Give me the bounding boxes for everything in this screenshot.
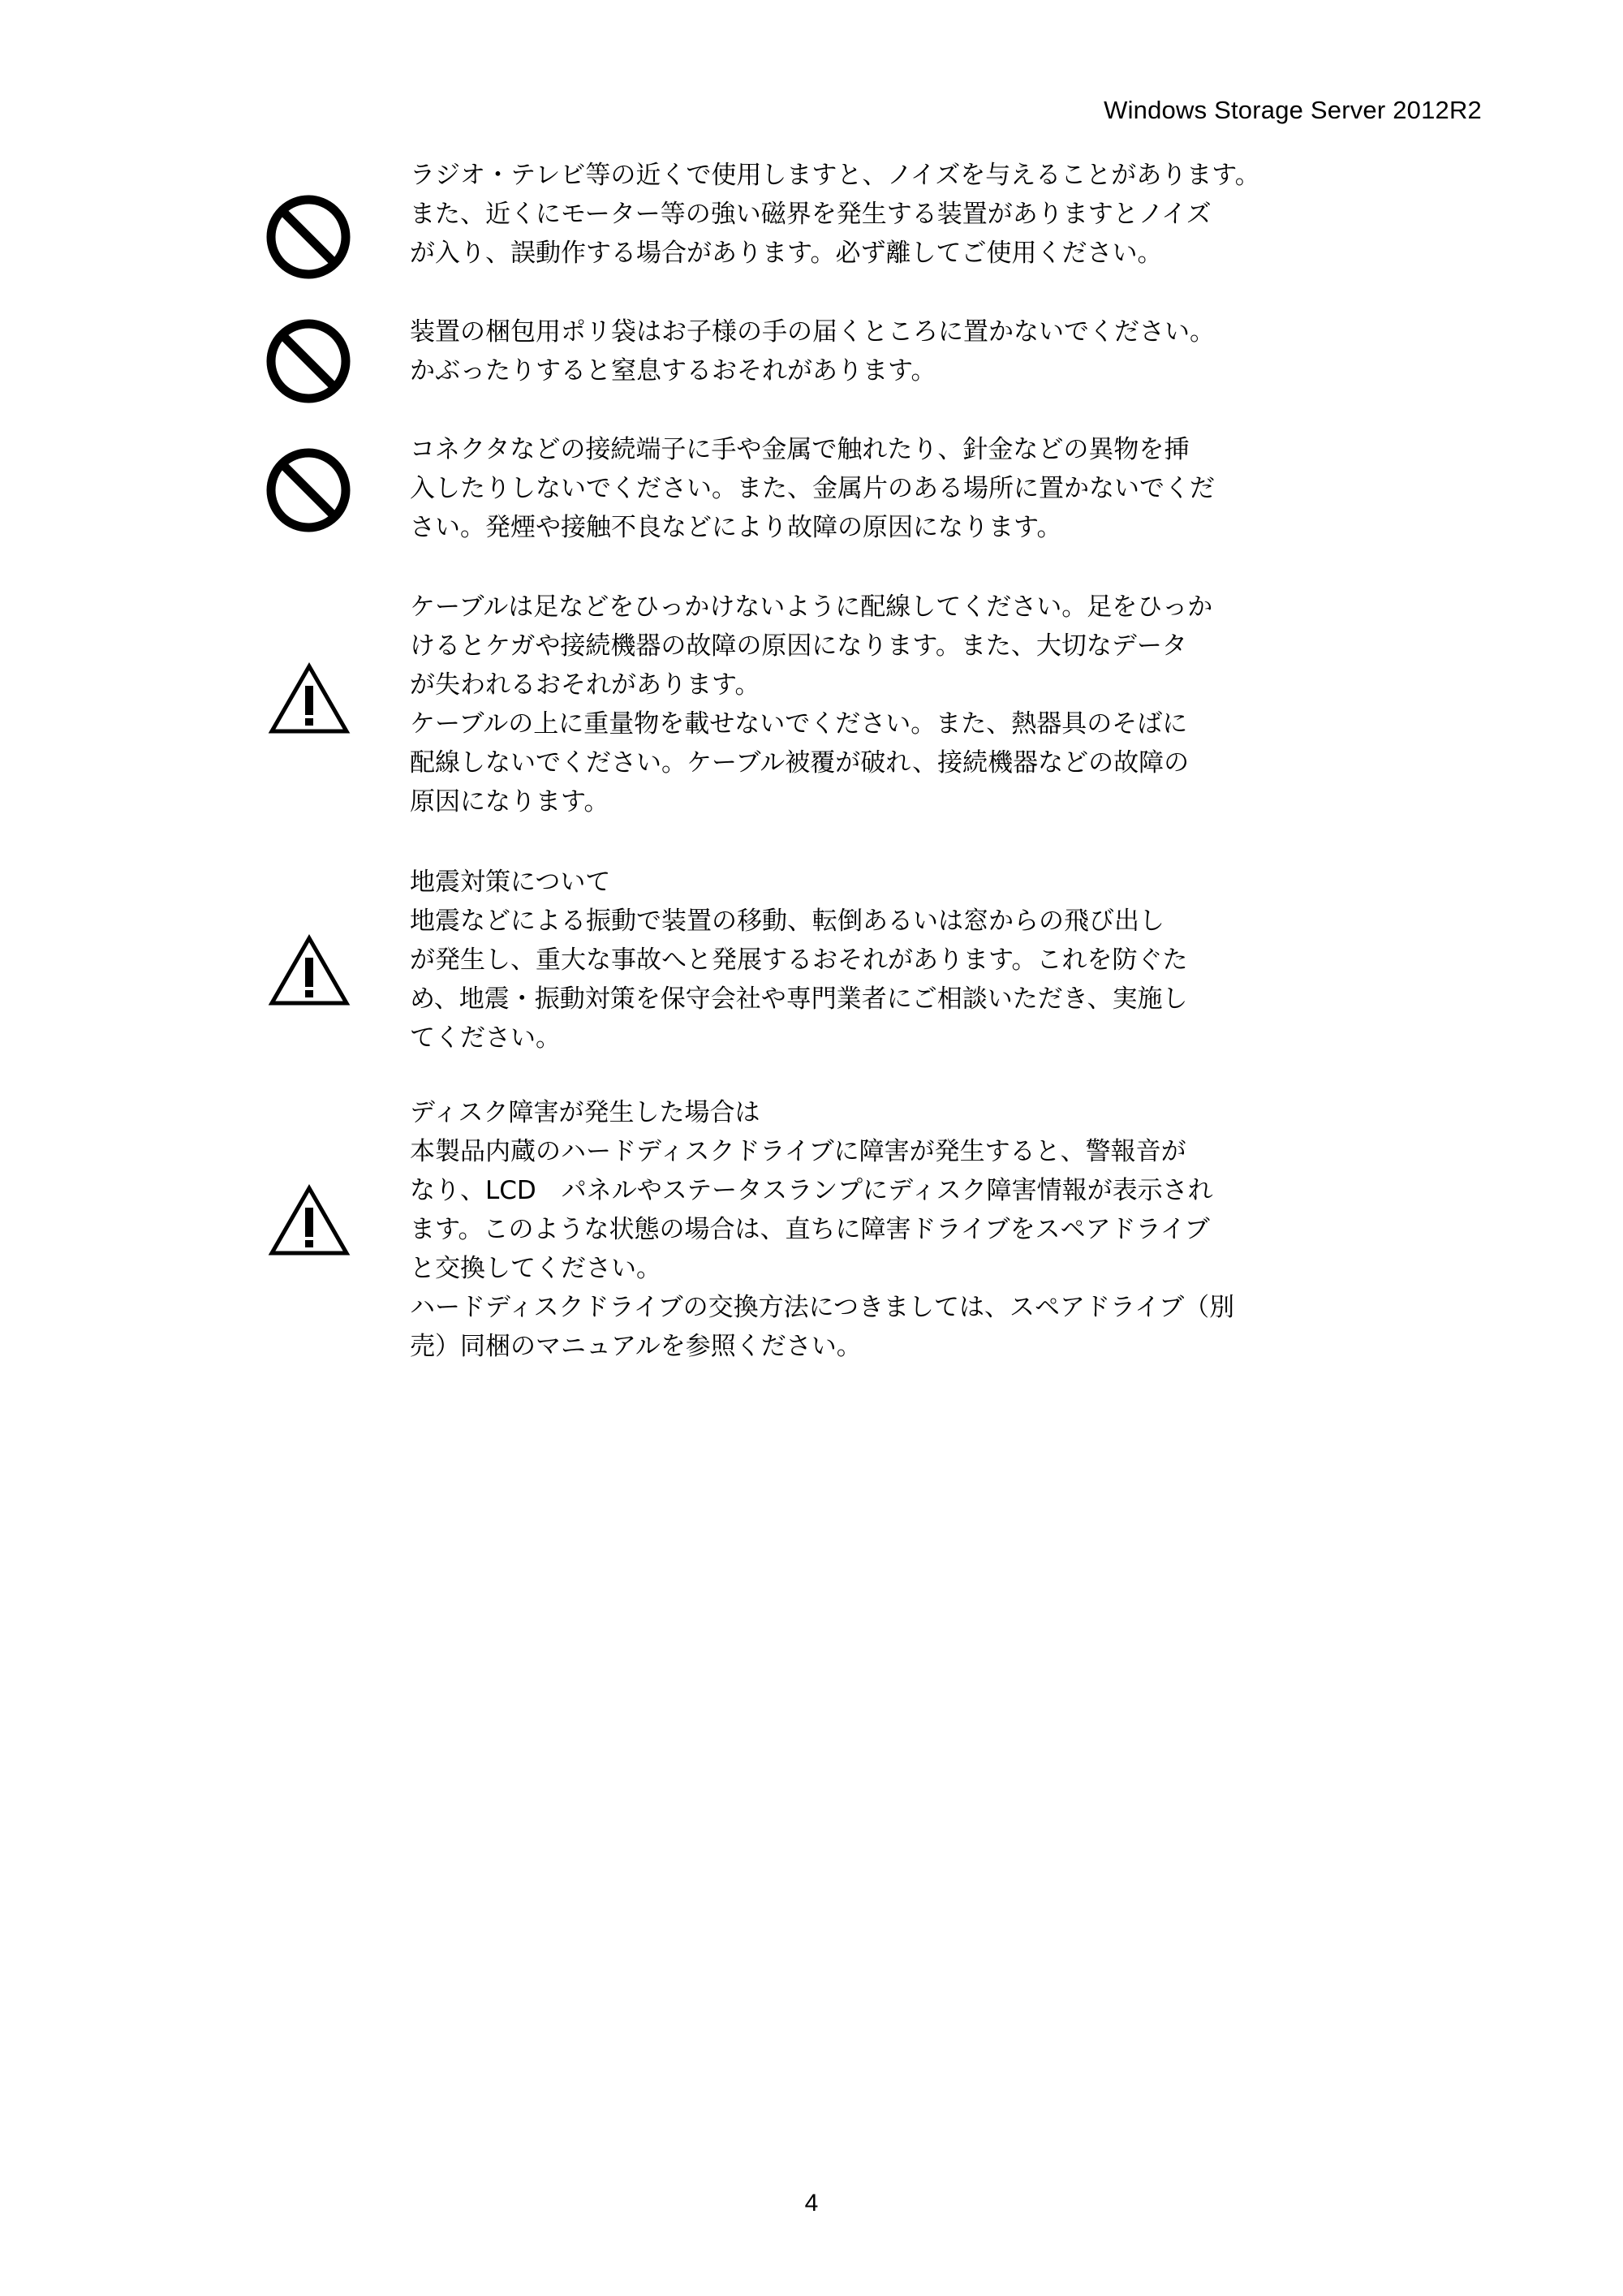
notice-line: コネクタなどの接続端子に手や金属で触れたり、針金などの異物を挿 [410, 435, 1190, 464]
prohibition-icon [265, 317, 352, 405]
notice-line: てください。 [410, 1023, 561, 1053]
prohibition-icon [265, 193, 352, 281]
notice-block-disk-failure [410, 1093, 1270, 1366]
notice-line: ケーブルの上に重量物を載せないでください。また、熱器具のそばに [410, 709, 1188, 739]
notice-block-cable-routing [410, 588, 1270, 821]
page-number: 4 [804, 2190, 819, 2216]
notice-block-earthquake [410, 863, 1270, 1058]
notice-line: め、地震・振動対策を保守会社や専門業者にご相談いただき、実施し [410, 984, 1188, 1014]
notice-line: 売）同梱のマニュアルを参照ください。 [410, 1332, 862, 1361]
notice-line: けるとケガや接続機器の故障の原因になります。また、大切なデータ [410, 631, 1187, 661]
notice-line: また、近くにモーター等の強い磁界を発生する装置がありますとノイズ [410, 200, 1212, 229]
notice-line: ラジオ・テレビ等の近くで使用しますと、ノイズを与えることがあります。 [410, 161, 1260, 190]
warning-triangle-icon [268, 1183, 351, 1258]
notice-heading: ディスク障害が発生した場合は [410, 1098, 760, 1127]
prohibition-icon [265, 446, 352, 534]
notice-line: 本製品内蔵のハードディスクドライブに障害が発生すると、警報音が [410, 1137, 1186, 1166]
notice-line: ハードディスクドライブの交換方法につきましては、スペアドライブ（別 [410, 1293, 1235, 1322]
document-header-title: Windows Storage Server 2012R2 [1104, 96, 1482, 124]
notice-line: 配線しないでください。ケーブル被覆が破れ、接続機器などの故障の [410, 748, 1190, 778]
notice-line: と交換してください。 [410, 1254, 661, 1283]
warning-triangle-icon [268, 661, 351, 736]
notice-line: なり、LCD パネルやステータスランプにディスク障害情報が表示され [410, 1176, 1213, 1205]
notice-line: かぶったりすると窒息するおそれがあります。 [410, 356, 936, 386]
notice-line: が発生し、重大な事故へと発展するおそれがあります。これを防ぐた [410, 946, 1188, 975]
notice-line: 地震などによる振動で装置の移動、転倒あるいは窓からの飛び出し [410, 907, 1165, 936]
notice-line: が失われるおそれがあります。 [410, 670, 760, 700]
notice-block-connector-terminals [410, 430, 1270, 547]
warning-triangle-icon [268, 933, 351, 1008]
notice-line: が入り、誤動作する場合があります。必ず離してご使用ください。 [410, 239, 1163, 268]
notice-line: さい。発煙や接触不良などにより故障の原因になります。 [410, 513, 1062, 542]
notice-line: 原因になります。 [410, 787, 609, 816]
notice-heading: 地震対策について [410, 868, 611, 897]
notice-block-plastic-bag [410, 312, 1270, 390]
notice-block-radio-interference [410, 156, 1270, 273]
notice-line: 装置の梱包用ポリ袋はお子様の手の届くところに置かないでください。 [410, 317, 1215, 347]
notice-line: ます。このような状態の場合は、直ちに障害ドライブをスペアドライブ [410, 1215, 1210, 1244]
notice-line: ケーブルは足などをひっかけないように配線してください。足をひっか [410, 592, 1213, 622]
notice-line: 入したりしないでください。また、金属片のある場所に置かないでくだ [410, 474, 1215, 503]
